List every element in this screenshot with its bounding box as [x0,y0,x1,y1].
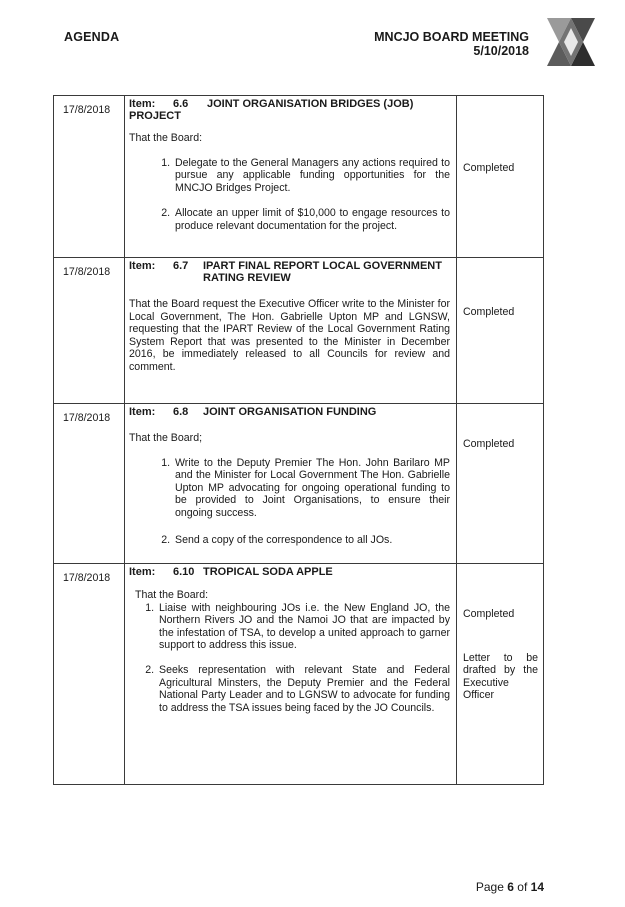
item-heading [129,260,450,284]
resolution-list [129,157,450,233]
item-number: 6.10 [173,566,195,578]
item-cell [125,96,457,258]
table-row [54,96,544,258]
meeting-heading [374,30,529,58]
status-text: Completed [463,162,515,174]
status-text: Completed [463,608,515,620]
item-heading [129,566,450,578]
resolution-item: 1. Liaise with neighbouring JOs i.e. the New England JO, the Northern Rivers JO and the Namoi JO that are impacted by the infestation of TSA, to develop a united approach to garner support to address this issue. [157,602,450,652]
table-row [54,564,544,785]
resolution-item: 2. Send a copy of the correspondence to all JOs. [173,534,450,547]
status-cell [457,96,544,258]
resolution-item: 2. Seeks representation with relevant State and Federal Agricultural Minsters, the Deputy Premier and the Federal National Party Leader and to LGNSW to advocate for funding to address the TSA issues being faced by the JO Councils. [157,664,450,714]
page-word: Page [475,880,504,894]
table-row [54,404,544,564]
item-cell [125,258,457,404]
item-label: Item: [129,260,156,272]
page-total: 14 [530,880,544,894]
resolution-intro: That the Board; [129,432,203,444]
status-cell [457,404,544,564]
page-footer [476,880,544,894]
row-date: 17/8/2018 [54,258,125,404]
row-date: 17/8/2018 [54,404,125,564]
item-label: Item: [129,406,156,418]
item-title: TROPICAL SODA APPLE [203,566,333,578]
action-table [53,95,544,785]
resolution-item: 1. Delegate to the General Managers any actions required to pursue any applicable funding opportunities for the MNCJO Bridges Project. [173,157,450,195]
mncjo-logo [545,16,597,68]
resolution-intro: That the Board: [129,132,203,144]
item-label: Item: [129,566,156,578]
status-cell [457,258,544,404]
item-title-cont: PROJECT [129,110,181,122]
resolution-list [129,602,450,715]
item-title: JOINT ORGANISATION FUNDING [203,406,377,418]
meeting-title: MNCJO BOARD MEETING [374,30,529,44]
meeting-date: 5/10/2018 [473,44,529,58]
agenda-heading: AGENDA [64,30,120,44]
status-text: Letter to be drafted by the Executive Officer [463,651,538,702]
item-heading [129,98,450,110]
resolution-intro: That the Board: [135,589,209,601]
resolution-item: 2. Allocate an upper limit of $10,000 to engage resources to produce relevant documentation for the project. [173,207,450,232]
page-current: 6 [507,880,514,894]
item-heading [129,406,450,418]
row-date: 17/8/2018 [54,564,125,785]
item-title: IPART FINAL REPORT LOCAL GOVERNMENT RATING REVIEW [203,260,442,284]
status-text: Completed [463,306,515,318]
item-cell [125,404,457,564]
item-number: 6.6 [173,98,189,110]
item-number: 6.8 [173,406,189,418]
item-heading-cont [129,110,450,122]
page-of: of [517,880,528,894]
item-cell [125,564,457,785]
item-label: Item: [129,98,156,110]
row-date: 17/8/2018 [54,96,125,258]
status-text: Completed [463,438,515,450]
item-number: 6.7 [173,260,189,272]
resolution-item: 1. Write to the Deputy Premier The Hon. John Barilaro MP and the Minister for Local Government The Hon. Gabrielle Upton MP advocating for ongoing operational funding to be provided to Joint Organisations, to ensure their ongoing success. [173,457,450,520]
resolution-paragraph: That the Board request the Executive Officer write to the Minister for Local Government, The Hon. Gabrielle Upton MP and LGNSW, requesting that the IPART Review of the Local Government Rating System Report that was presented to the Minister in December 2016, be immediately released to all Councils for review and comment. [129,298,450,373]
table-row [54,258,544,404]
item-title: JOINT ORGANISATION BRIDGES (JOB) [207,98,414,110]
resolution-list [129,457,450,547]
status-cell [457,564,544,785]
